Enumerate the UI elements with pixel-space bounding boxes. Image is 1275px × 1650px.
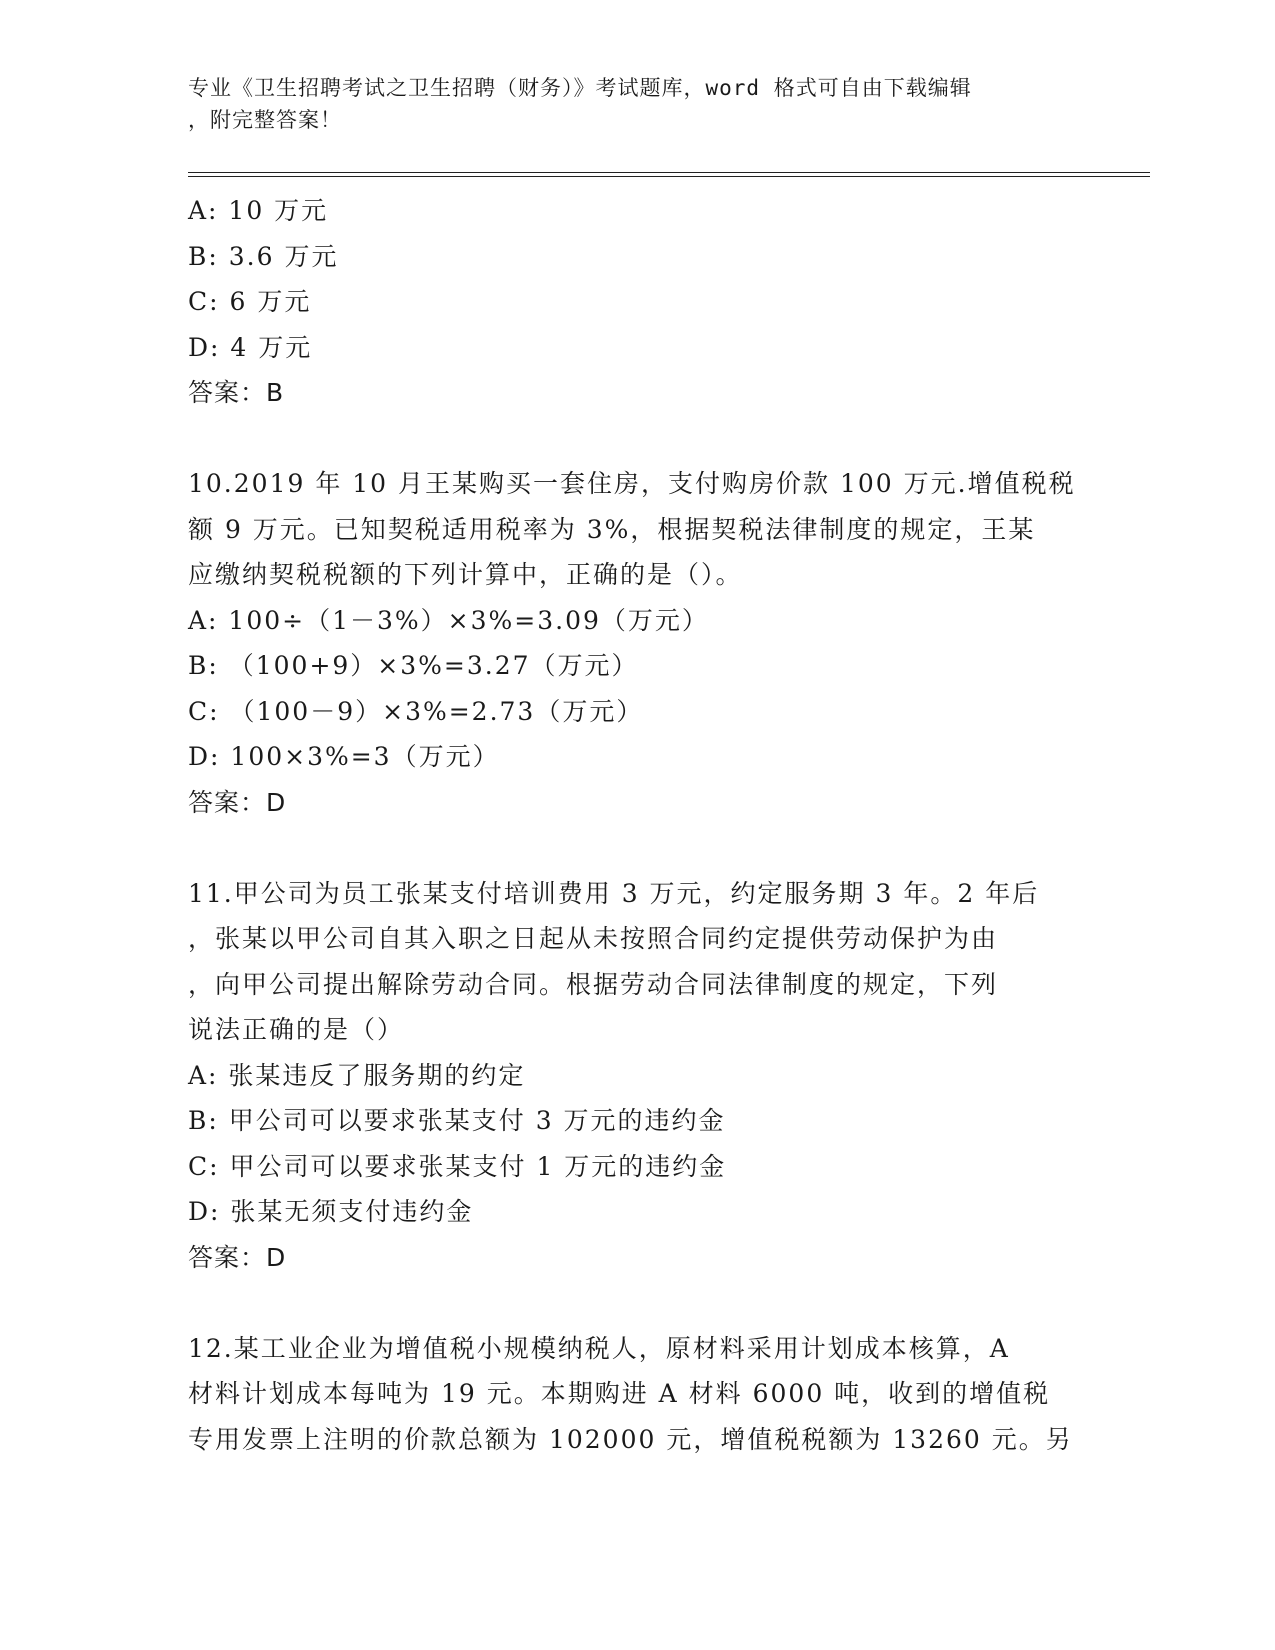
question-text-line: 专用发票上注明的价款总额为 102000 元，增值税税额为 13260 元。另 — [188, 1424, 1073, 1454]
option-c: C: （100－9）×3%=2.73（万元） — [188, 696, 644, 726]
answer-line: 答案：D — [188, 1242, 287, 1272]
header-rule-bottom — [188, 176, 1150, 177]
option-a: A: 100÷（1－3%）×3%=3.09（万元） — [188, 605, 709, 635]
header-line-2: ，附完整答案！ — [188, 108, 342, 132]
option-a: A: 10 万元 — [188, 196, 329, 225]
question-text-line: 应缴纳契税税额的下列计算中，正确的是（）。 — [188, 560, 743, 589]
document-header — [188, 72, 1088, 136]
option-b: B: 3.6 万元 — [188, 241, 339, 271]
option-d: D: 100×3%=3（万元） — [188, 742, 500, 771]
document-body — [188, 188, 1088, 1462]
option-b: B: （100+9）×3%=3.27（万元） — [188, 651, 639, 680]
question-text-line: 10.2019 年 10 月王某购买一套住房，支付购房价款 100 万元.增值税税 — [188, 469, 1076, 498]
answer-line: 答案：D — [188, 787, 287, 817]
question-text-line: 11.甲公司为员工张某支付培训费用 3 万元，约定服务期 3 年。2 年后 — [188, 878, 1040, 908]
header-line-1: 专业《卫生招聘考试之卫生招聘（财务）》考试题库，word 格式可自由下载编辑 — [188, 76, 972, 100]
question-11 — [188, 871, 1088, 1281]
question-text-line: 12.某工业企业为增值税小规模纳税人，原材料采用计划成本核算，A — [188, 1333, 1010, 1363]
question-text-line: 材料计划成本每吨为 19 元。本期购进 A 材料 6000 吨，收到的增值税 — [188, 1379, 1051, 1408]
question-12 — [188, 1326, 1088, 1463]
question-10 — [188, 461, 1088, 825]
option-c: C: 6 万元 — [188, 287, 312, 316]
question-text-line: ，向甲公司提出解除劳动合同。根据劳动合同法律制度的规定，下列 — [188, 969, 999, 999]
option-a: A: 张某违反了服务期的约定 — [188, 1060, 526, 1090]
option-c: C: 甲公司可以要求张某支付 1 万元的违约金 — [188, 1151, 727, 1181]
option-d: D: 4 万元 — [188, 332, 313, 362]
question-text-line: ，张某以甲公司自其入职之日起从未按照合同约定提供劳动保护为由 — [188, 924, 999, 953]
answer-line: 答案：B — [188, 378, 285, 407]
prev-question-block — [188, 188, 1088, 416]
question-text-line: 额 9 万元。已知契税适用税率为 3%，根据契税法律制度的规定，王某 — [188, 514, 1036, 544]
header-rule-top — [188, 172, 1150, 173]
option-d: D: 张某无须支付违约金 — [188, 1197, 474, 1226]
question-text-line: 说法正确的是（） — [188, 1015, 405, 1044]
option-b: B: 甲公司可以要求张某支付 3 万元的违约金 — [188, 1106, 726, 1135]
